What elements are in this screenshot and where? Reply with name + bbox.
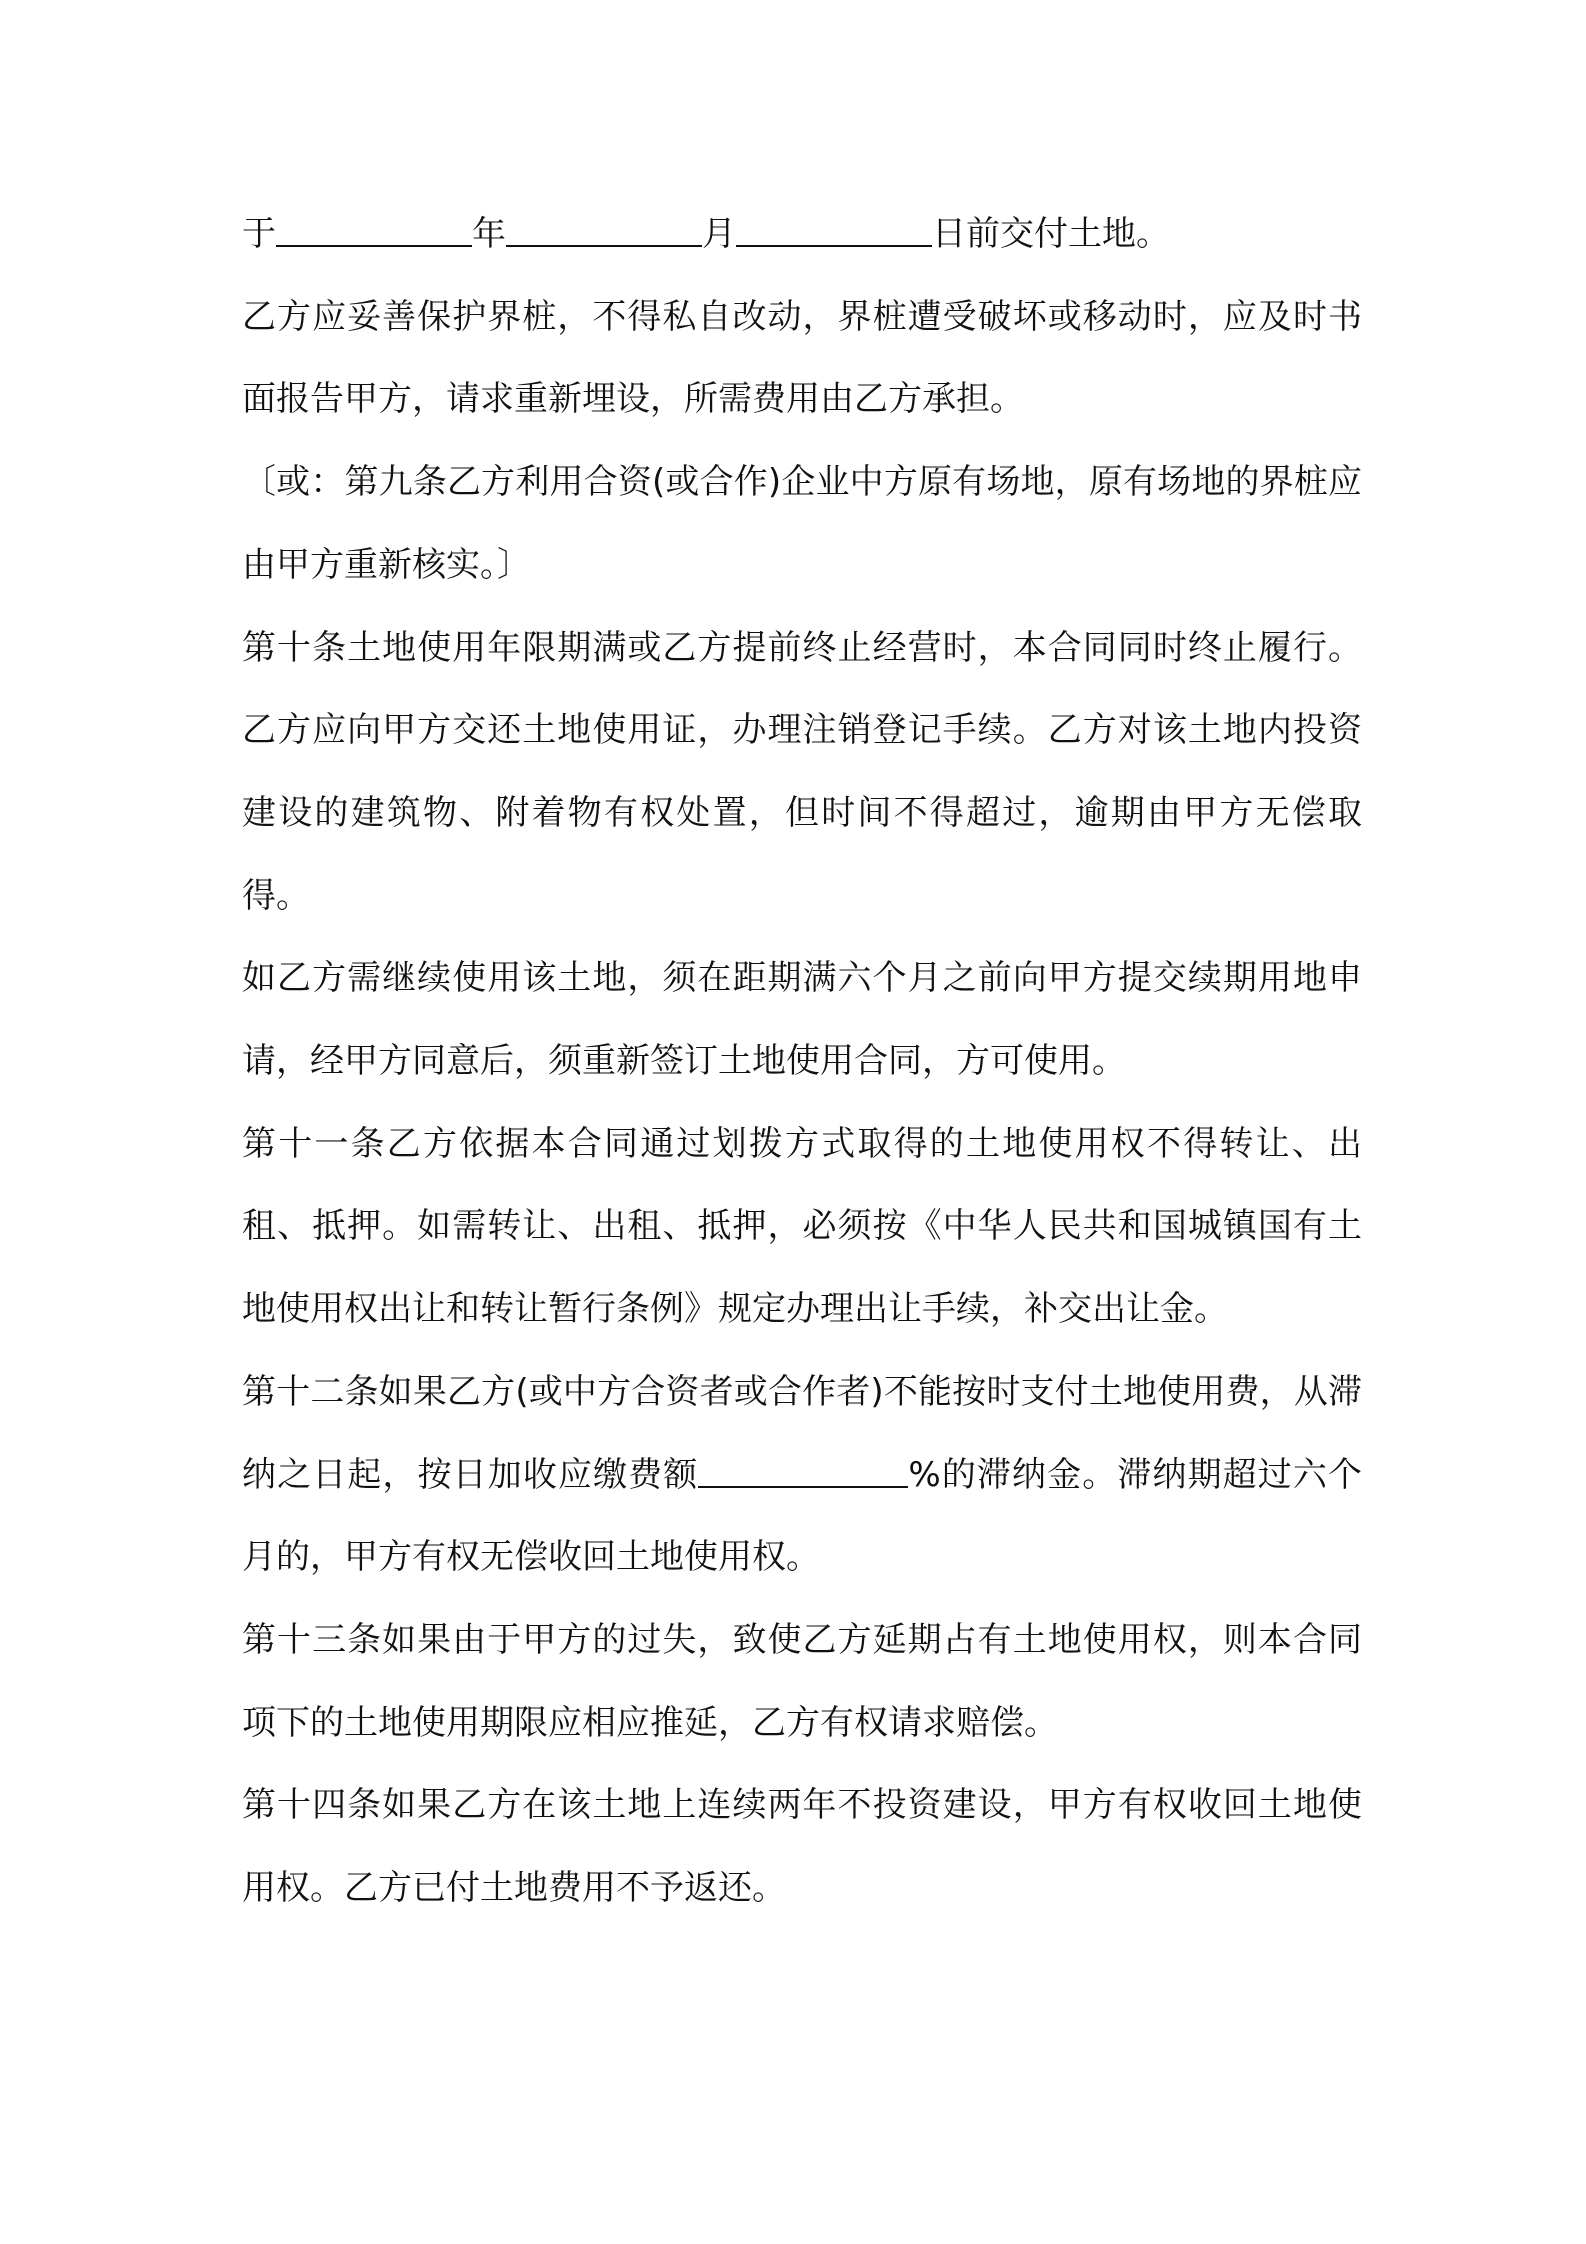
paragraph-article-10: 第十条土地使用年限期满或乙方提前终止经营时，本合同同时终止履行。乙方应向甲方交还土地使用证，办理注销登记手续。乙方对该土地内投资建设的建筑物、附着物有权处置，但时间不得超过，逾期由甲方无偿取得。 (242, 627, 1362, 916)
paragraph-renewal: 如乙方需继续使用该土地，须在距期满六个月之前向甲方提交续期用地申请，经甲方同意后，须重新签订土地使用合同，方可使用。 (242, 958, 1362, 1082)
text-segment: 年 (472, 214, 506, 254)
paragraph-boundary-stakes: 乙方应妥善保护界桩，不得私自改动，界桩遭受破坏或移动时，应及时书面报告甲方，请求重新埋设，所需费用由乙方承担。 (242, 296, 1362, 420)
document-body (242, 193, 1362, 1930)
paragraph-article-9-alternative: 〔或：第九条乙方利用合资(或合作)企业中方原有场地，原有场地的界桩应由甲方重新核实。〕 (242, 462, 1362, 585)
late-fee-rate-blank (698, 1456, 908, 1488)
paragraph-article-12 (242, 1351, 1362, 1599)
text-segment: %的滞纳金。滞纳期超过六个月的，甲方有权无偿收回土地使用权。 (242, 1454, 1363, 1578)
text-segment: 于 (242, 214, 276, 254)
text-segment: 第十二条如果乙方(或中方合资者或合作者)不能按时支付土地使用费，从滞纳之日起，按日加收应缴费额 (242, 1371, 1362, 1495)
text-segment: 月 (702, 214, 736, 254)
paragraph-article-11: 第十一条乙方依据本合同通过划拨方式取得的土地使用权不得转让、出租、抵押。如需转让、出租、抵押，必须按《中华人民共和国城镇国有土地使用权出让和转让暂行条例》规定办理出让手续，补交出让金。 (242, 1123, 1362, 1330)
month-blank (506, 215, 702, 247)
year-blank (276, 215, 472, 247)
paragraph-article-13: 第十三条如果由于甲方的过失，致使乙方延期占有土地使用权，则本合同项下的土地使用期限应相应推延，乙方有权请求赔偿。 (242, 1619, 1362, 1743)
text-segment: 日前交付土地。 (932, 214, 1170, 254)
paragraph-article-14: 第十四条如果乙方在该土地上连续两年不投资建设，甲方有权收回土地使用权。乙方已付土地费用不予返还。 (242, 1785, 1362, 1909)
paragraph-delivery-date (242, 193, 1362, 276)
day-blank (736, 215, 932, 247)
